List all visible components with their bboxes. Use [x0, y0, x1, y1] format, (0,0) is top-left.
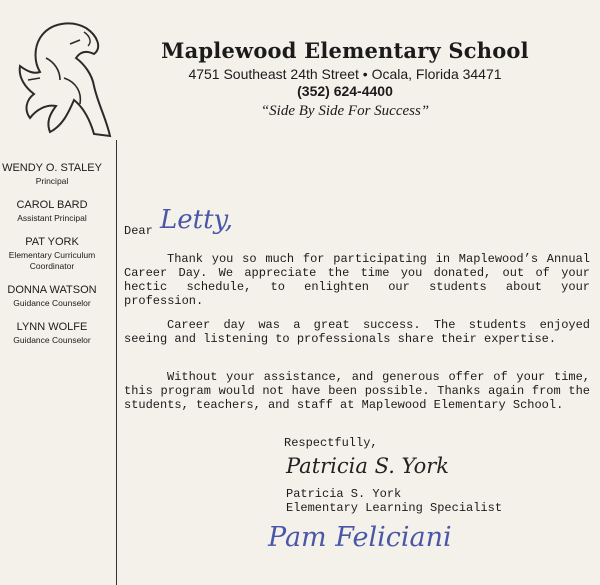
letter-paragraph: Thank you so much for participating in Maplewood’s Annual Career Day. We appreciate the time you donated, out of your hectic schedule, to enlighten our students about your profession.	[124, 252, 590, 308]
mustang-horse-icon	[10, 18, 116, 140]
staff-member	[0, 162, 104, 187]
staff-member	[0, 284, 104, 309]
school-address: 4751 Southeast 24th Street • Ocala, Florida 34471	[188, 66, 502, 82]
signer-name: Patricia S. York	[286, 487, 402, 501]
staff-title: Principal	[35, 176, 69, 186]
staff-member	[0, 236, 104, 272]
staff-name: WENDY O. STALEY	[2, 162, 102, 174]
staff-name: PAT YORK	[25, 236, 79, 248]
letterhead	[120, 38, 570, 120]
handwritten-recipient: Letty,	[160, 205, 234, 235]
school-name: Maplewood Elementary School	[161, 38, 529, 63]
staff-name: DONNA WATSON	[7, 284, 97, 296]
letter-paragraph: Without your assistance, and generous offer of your time, this program would not have been possible. Thanks again from the students, teachers, and staff at Maplewood Elementary School.	[124, 370, 590, 412]
second-signature: Pam Feliciani	[268, 522, 452, 553]
staff-title: Assistant Principal	[17, 213, 87, 223]
staff-member	[0, 199, 104, 224]
salutation: Dear	[124, 224, 153, 238]
sidebar-divider	[116, 140, 117, 585]
school-motto: “Side By Side For Success”	[260, 103, 430, 119]
staff-member	[0, 321, 104, 346]
staff-title: Guidance Counselor	[13, 298, 91, 308]
staff-name: CAROL BARD	[16, 199, 88, 211]
staff-name: LYNN WOLFE	[16, 321, 88, 333]
signature: Patricia S. York	[286, 454, 450, 478]
staff-list	[0, 162, 104, 358]
signer-title: Elementary Learning Specialist	[286, 501, 503, 515]
letter-closing: Respectfully,	[284, 436, 378, 450]
staff-title: Elementary Curriculum Coordinator	[8, 250, 96, 271]
letter-paragraph: Career day was a great success. The students enjoyed seeing and listening to professionals share their expertise.	[124, 318, 590, 346]
school-phone: (352) 624-4400	[297, 83, 393, 99]
staff-title: Guidance Counselor	[13, 335, 91, 345]
